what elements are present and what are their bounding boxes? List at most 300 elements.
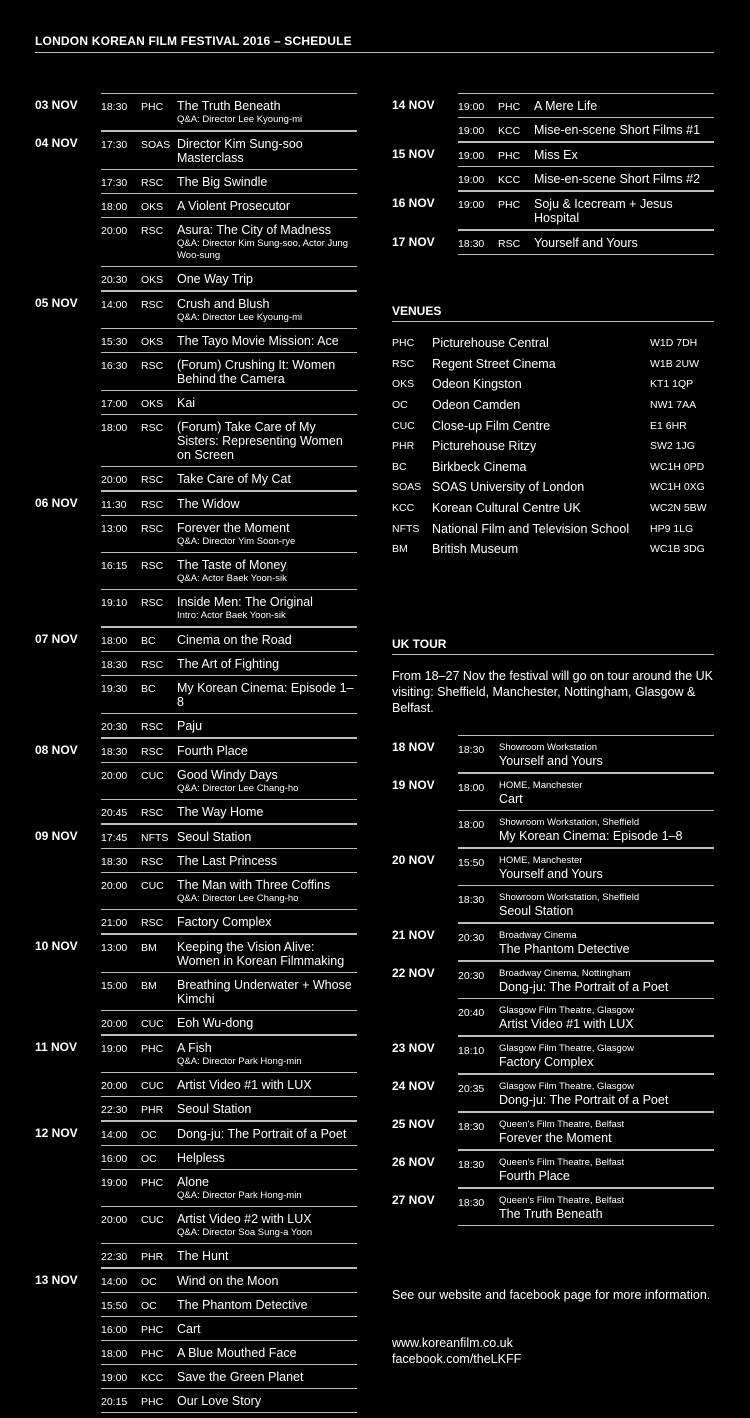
venue-row <box>392 354 714 375</box>
event-venue-code: RSC <box>141 856 164 868</box>
event-row <box>101 94 357 131</box>
schedule-day <box>392 142 714 191</box>
event-venue-code: RSC <box>141 597 164 609</box>
event-row <box>101 1036 357 1073</box>
facebook-link[interactable]: facebook.com/theLKFF <box>392 1352 522 1366</box>
tour-day <box>392 923 714 961</box>
day-date: 09 NOV <box>35 829 78 843</box>
film-title: Fourth Place <box>499 1169 570 1183</box>
tour-schedule <box>392 735 714 1226</box>
venue-code: CUC <box>392 419 415 432</box>
tour-time: 18:30 <box>458 744 485 756</box>
event-body <box>177 633 357 647</box>
event-note: Q&A: Director Lee Kyoung-mi <box>177 312 303 323</box>
venue-postcode: WC1H 0XG <box>650 481 705 494</box>
venue-name: SOAS University of London <box>432 480 585 495</box>
film-title: The Widow <box>177 497 240 511</box>
venue-code: OC <box>392 399 408 412</box>
tour-divider <box>392 654 714 655</box>
event-venue-code: BM <box>141 980 157 992</box>
film-title: Save the Green Planet <box>177 1370 304 1384</box>
event-time: 20:00 <box>101 474 128 486</box>
event-row <box>101 1365 357 1389</box>
event-venue-code: PHC <box>498 101 521 113</box>
event-venue-code: KCC <box>141 1372 164 1384</box>
event-venue-code: RSC <box>141 523 164 535</box>
event-row <box>101 1244 357 1268</box>
tour-venue: Broadway Cinema <box>499 930 577 941</box>
tour-date: 25 NOV <box>392 1117 435 1131</box>
event-row <box>101 415 357 467</box>
film-title: Keeping the Vision Alive: Women in Korean Filmmaking <box>177 940 345 968</box>
event-time: 14:00 <box>101 1276 128 1288</box>
tour-venue: Showroom Workstation, Sheffield <box>499 892 640 903</box>
tour-venue: HOME, Manchester <box>499 855 583 866</box>
event-time: 19:00 <box>458 199 485 211</box>
film-title: Inside Men: The Original <box>177 595 313 609</box>
venue-postcode: HP9 1LG <box>650 522 694 535</box>
event-list <box>101 491 357 627</box>
venue-row <box>392 374 714 395</box>
film-title: Alone <box>177 1175 209 1189</box>
venue-name: Odeon Camden <box>432 398 521 413</box>
event-body <box>177 358 357 386</box>
event-note: Q&A: Director Yim Soon-rye <box>177 536 296 547</box>
footer-info: See our website and facebook page for more information. <box>392 1288 711 1302</box>
event-time: 15:30 <box>101 336 128 348</box>
tour-heading: UK TOUR <box>392 637 447 651</box>
event-body <box>177 854 357 868</box>
tour-event-list <box>458 1036 714 1074</box>
tour-time: 18:30 <box>458 1197 485 1209</box>
event-list <box>101 1268 357 1413</box>
event-row <box>101 1146 357 1170</box>
event-time: 20:45 <box>101 807 128 819</box>
event-body <box>177 420 357 462</box>
film-title: Artist Video #1 with LUX <box>499 1017 634 1031</box>
schedule-day <box>35 491 357 627</box>
venue-row <box>392 518 714 539</box>
event-time: 18:00 <box>101 1348 128 1360</box>
film-title: One Way Trip <box>177 272 253 286</box>
venue-name: Close-up Film Centre <box>432 418 551 433</box>
tour-date: 26 NOV <box>392 1155 435 1169</box>
event-body <box>177 1274 357 1288</box>
film-title: The Phantom Detective <box>177 1298 308 1312</box>
tour-time: 20:30 <box>458 970 485 982</box>
film-title: Factory Complex <box>177 915 272 929</box>
event-venue-code: CUC <box>141 1018 164 1030</box>
event-note: Q&A: Director Soa Sung-a Yoon <box>177 1227 313 1238</box>
event-body <box>177 878 357 905</box>
venue-row <box>392 436 714 457</box>
day-date: 13 NOV <box>35 1273 78 1287</box>
event-time: 20:00 <box>101 880 128 892</box>
event-time: 22:30 <box>101 1104 128 1116</box>
event-time: 20:30 <box>101 274 128 286</box>
event-time: 14:00 <box>101 299 128 311</box>
venue-postcode: SW2 1JG <box>650 440 695 453</box>
schedule-day <box>35 1121 357 1268</box>
tour-event-body <box>499 1081 668 1107</box>
tour-event-list <box>458 923 714 961</box>
event-time: 19:00 <box>458 101 485 113</box>
event-body <box>177 940 357 968</box>
event-time: 18:30 <box>101 856 128 868</box>
tour-event-row <box>458 999 714 1036</box>
event-list <box>458 191 714 230</box>
event-time: 18:00 <box>101 635 128 647</box>
film-title: Factory Complex <box>499 1055 594 1069</box>
event-body <box>534 197 714 225</box>
day-date: 07 NOV <box>35 632 78 646</box>
event-row <box>458 94 714 118</box>
event-body <box>177 1249 357 1263</box>
event-venue-code: OC <box>141 1129 157 1141</box>
event-venue-code: NFTS <box>141 832 169 844</box>
tour-event-row <box>458 849 714 886</box>
tour-venue: Queen's Film Theatre, Belfast <box>499 1157 625 1168</box>
tour-event-row <box>458 774 714 811</box>
event-body <box>177 1370 357 1384</box>
tour-event-list <box>458 1112 714 1150</box>
event-body <box>177 1175 357 1202</box>
event-venue-code: PHC <box>498 199 521 211</box>
schedule-day <box>35 627 357 738</box>
event-time: 18:30 <box>101 746 128 758</box>
film-title: Yourself and Yours <box>499 867 603 881</box>
film-title: Mise-en-scene Short Films #2 <box>534 172 701 186</box>
event-venue-code: OKS <box>141 336 164 348</box>
day-date: 12 NOV <box>35 1126 78 1140</box>
event-row <box>101 935 357 973</box>
tour-time: 18:30 <box>458 894 485 906</box>
event-row <box>101 170 357 194</box>
film-title: The Art of Fighting <box>177 657 280 671</box>
film-title: The Way Home <box>177 805 264 819</box>
tour-event-row <box>458 924 714 961</box>
event-body <box>534 172 714 186</box>
venue-name: Picturehouse Central <box>432 336 549 351</box>
event-note: Q&A: Actor Baek Yoon-sik <box>177 573 287 584</box>
day-date: 08 NOV <box>35 743 78 757</box>
film-title: The Truth Beneath <box>177 99 281 113</box>
tour-event-row <box>458 962 714 999</box>
tour-venue: Queen's Film Theatre, Belfast <box>499 1195 625 1206</box>
event-venue-code: BM <box>141 942 157 954</box>
venue-postcode: WC1B 3DG <box>650 543 705 556</box>
tour-time: 20:35 <box>458 1083 485 1095</box>
event-body <box>177 199 357 213</box>
film-title: Yourself and Yours <box>534 236 638 250</box>
film-title: Good Windy Days <box>177 768 278 782</box>
venue-row <box>392 539 714 560</box>
event-time: 19:00 <box>458 174 485 186</box>
event-row <box>458 143 714 167</box>
tour-event-body <box>499 855 603 881</box>
event-body <box>534 99 714 113</box>
film-title: Soju & Icecream + Jesus Hospital <box>534 197 673 225</box>
event-body <box>534 123 714 137</box>
venue-name: Korean Cultural Centre UK <box>432 501 581 516</box>
tour-time: 15:50 <box>458 857 485 869</box>
event-venue-code: RSC <box>498 238 521 250</box>
page-title: LONDON KOREAN FILM FESTIVAL 2016 – SCHEDULE <box>35 34 352 48</box>
event-row <box>101 391 357 415</box>
venue-row <box>392 457 714 478</box>
venue-code: PHC <box>392 337 415 350</box>
tour-event-list <box>458 848 714 923</box>
event-row <box>101 218 357 267</box>
film-title: Fourth Place <box>177 744 248 758</box>
event-time: 19:00 <box>101 1043 128 1055</box>
event-body <box>177 297 357 324</box>
event-time: 20:15 <box>101 1396 128 1408</box>
schedule-day <box>35 1035 357 1121</box>
schedule-day <box>35 824 357 934</box>
venue-row <box>392 498 714 519</box>
film-title: Our Love Story <box>177 1394 262 1408</box>
venue-code: PHR <box>392 440 415 453</box>
film-title: A Fish <box>177 1041 212 1055</box>
event-venue-code: CUC <box>141 880 164 892</box>
event-row <box>101 1389 357 1413</box>
event-time: 16:00 <box>101 1153 128 1165</box>
event-time: 18:00 <box>101 201 128 213</box>
event-venue-code: PHC <box>141 101 164 113</box>
event-row <box>101 329 357 353</box>
event-time: 18:30 <box>101 101 128 113</box>
event-venue-code: RSC <box>141 499 164 511</box>
film-title: Kai <box>177 396 196 410</box>
schedule-day <box>35 934 357 1035</box>
venue-row <box>392 333 714 354</box>
film-title: Dong-ju: The Portrait of a Poet <box>499 980 669 994</box>
event-venue-code: RSC <box>141 422 164 434</box>
day-date: 14 NOV <box>392 98 435 112</box>
schedule-day <box>35 93 357 131</box>
film-title: Cart <box>177 1322 201 1336</box>
event-time: 17:00 <box>101 398 128 410</box>
event-body <box>177 719 357 733</box>
tour-event-body <box>499 1043 634 1069</box>
event-venue-code: RSC <box>141 177 164 189</box>
day-date: 04 NOV <box>35 136 78 150</box>
event-row <box>101 1073 357 1097</box>
film-title: The Tayo Movie Mission: Ace <box>177 334 339 348</box>
schedule-day <box>35 131 357 291</box>
event-venue-code: RSC <box>141 721 164 733</box>
event-body <box>177 1078 357 1092</box>
event-time: 18:30 <box>458 238 485 250</box>
event-venue-code: RSC <box>141 746 164 758</box>
film-title: The Hunt <box>177 1249 229 1263</box>
event-body <box>177 1102 357 1116</box>
event-body <box>177 1041 357 1068</box>
tour-date: 19 NOV <box>392 778 435 792</box>
tour-date: 24 NOV <box>392 1079 435 1093</box>
tour-event-list <box>458 1188 714 1226</box>
film-title: Director Kim Sung-soo Masterclass <box>177 137 303 165</box>
film-title: Seoul Station <box>177 1102 252 1116</box>
event-body <box>177 768 357 795</box>
event-venue-code: RSC <box>141 474 164 486</box>
event-body <box>177 805 357 819</box>
event-time: 15:50 <box>101 1300 128 1312</box>
film-title: The Man with Three Coffins <box>177 878 331 892</box>
tour-day <box>392 1188 714 1226</box>
event-list <box>101 291 357 491</box>
schedule-day <box>35 1268 357 1413</box>
event-time: 20:00 <box>101 1214 128 1226</box>
event-time: 17:30 <box>101 139 128 151</box>
event-row <box>101 910 357 934</box>
schedule-left-column <box>35 93 357 1413</box>
event-body <box>534 236 714 250</box>
film-title: Forever the Moment <box>499 1131 612 1145</box>
venue-name: National Film and Television School <box>432 521 630 536</box>
day-date: 15 NOV <box>392 147 435 161</box>
website-link[interactable]: www.koreanfilm.co.uk <box>392 1336 513 1350</box>
event-row <box>101 1207 357 1244</box>
event-body <box>177 1322 357 1336</box>
film-title: A Mere Life <box>534 99 598 113</box>
film-title: Cinema on the Road <box>177 633 292 647</box>
tour-date: 27 NOV <box>392 1193 435 1207</box>
event-body <box>177 1212 357 1239</box>
event-venue-code: PHC <box>141 1348 164 1360</box>
event-list <box>101 627 357 738</box>
venue-row <box>392 395 714 416</box>
film-title: Take Care of My Cat <box>177 472 291 486</box>
venue-name: Picturehouse Ritzy <box>432 439 537 454</box>
event-body <box>177 137 357 165</box>
event-time: 13:00 <box>101 942 128 954</box>
event-time: 18:30 <box>101 659 128 671</box>
schedule-right-column <box>392 93 714 255</box>
event-list <box>101 1035 357 1121</box>
tour-event-body <box>499 892 639 918</box>
tour-event-body <box>499 1005 634 1031</box>
tour-event-row <box>458 886 714 923</box>
venue-name: Odeon Kingston <box>432 377 522 392</box>
event-row <box>101 652 357 676</box>
event-row <box>101 132 357 170</box>
event-note: Q&A: Director Park Hong-min <box>177 1056 302 1067</box>
venue-code: OKS <box>392 378 415 391</box>
event-row <box>101 292 357 329</box>
tour-date: 21 NOV <box>392 928 435 942</box>
event-list <box>458 93 714 142</box>
film-title: A Blue Mouthed Face <box>177 1346 297 1360</box>
event-list <box>458 142 714 191</box>
event-row <box>458 192 714 230</box>
tour-day <box>392 848 714 923</box>
tour-event-body <box>499 742 603 768</box>
event-venue-code: PHR <box>141 1104 164 1116</box>
tour-venue: Showroom Workstation, Sheffield <box>499 817 640 828</box>
event-list <box>101 934 357 1035</box>
tour-event-row <box>458 1075 714 1112</box>
event-body <box>177 830 357 844</box>
tour-day <box>392 1074 714 1112</box>
film-title: Eoh Wu-dong <box>177 1016 254 1030</box>
film-title: Artist Video #2 with LUX <box>177 1212 312 1226</box>
tour-venue: Queen's Film Theatre, Belfast <box>499 1119 625 1130</box>
event-time: 20:00 <box>101 770 128 782</box>
event-time: 19:00 <box>101 1372 128 1384</box>
venues-table <box>392 333 714 560</box>
event-list <box>101 131 357 291</box>
event-row <box>101 676 357 714</box>
event-venue-code: OKS <box>141 274 164 286</box>
event-note: Q&A: Director Park Hong-min <box>177 1190 302 1201</box>
film-title: The Taste of Money <box>177 558 287 572</box>
event-time: 17:30 <box>101 177 128 189</box>
event-row <box>101 590 357 627</box>
venue-name: British Museum <box>432 542 519 557</box>
event-body <box>177 1346 357 1360</box>
event-time: 11:30 <box>101 499 127 511</box>
tour-event-body <box>499 1119 624 1145</box>
venue-code: NFTS <box>392 522 420 535</box>
event-venue-code: KCC <box>498 174 521 186</box>
event-time: 21:00 <box>101 917 128 929</box>
tour-date: 23 NOV <box>392 1041 435 1055</box>
tour-date: 22 NOV <box>392 966 435 980</box>
tour-event-row <box>458 1037 714 1074</box>
event-time: 19:10 <box>101 597 128 609</box>
tour-intro: From 18–27 Nov the festival will go on tour around the UK visiting: Sheffield, Manchester, Nottingham, Glasgow & Belfast. <box>392 669 714 715</box>
event-time: 14:00 <box>101 1129 128 1141</box>
event-row <box>458 118 714 142</box>
tour-time: 18:30 <box>458 1159 485 1171</box>
event-body <box>177 175 357 189</box>
event-time: 19:00 <box>458 150 485 162</box>
event-body <box>177 521 357 548</box>
venue-postcode: WC2N 5BW <box>650 502 707 515</box>
tour-event-body <box>499 780 582 806</box>
event-row <box>101 628 357 652</box>
tour-date: 20 NOV <box>392 853 435 867</box>
film-title: Paju <box>177 719 203 733</box>
film-title: My Korean Cinema: Episode 1–8 <box>177 681 354 709</box>
event-body <box>177 472 357 486</box>
event-time: 16:30 <box>101 360 128 372</box>
tour-time: 18:30 <box>458 1121 485 1133</box>
venue-postcode: KT1 1QP <box>650 378 694 391</box>
venue-postcode: W1D 7DH <box>650 337 698 350</box>
event-note: Q&A: Director Lee Chang-ho <box>177 783 299 794</box>
event-list <box>101 1121 357 1268</box>
film-title: Miss Ex <box>534 148 578 162</box>
event-list <box>101 93 357 131</box>
event-row <box>101 849 357 873</box>
event-row <box>101 1269 357 1293</box>
event-time: 20:30 <box>101 721 128 733</box>
event-body <box>177 1016 357 1030</box>
film-title: (Forum) Take Care of My Sisters: Representing Women on Screen <box>177 420 343 462</box>
event-time: 17:45 <box>101 832 128 844</box>
event-body <box>177 223 357 262</box>
event-time: 16:15 <box>101 560 128 572</box>
schedule-day <box>392 93 714 142</box>
schedule-day <box>35 291 357 491</box>
film-title: Crush and Blush <box>177 297 270 311</box>
event-time: 19:00 <box>101 1177 128 1189</box>
day-date: 10 NOV <box>35 939 78 953</box>
event-venue-code: PHC <box>141 1177 164 1189</box>
